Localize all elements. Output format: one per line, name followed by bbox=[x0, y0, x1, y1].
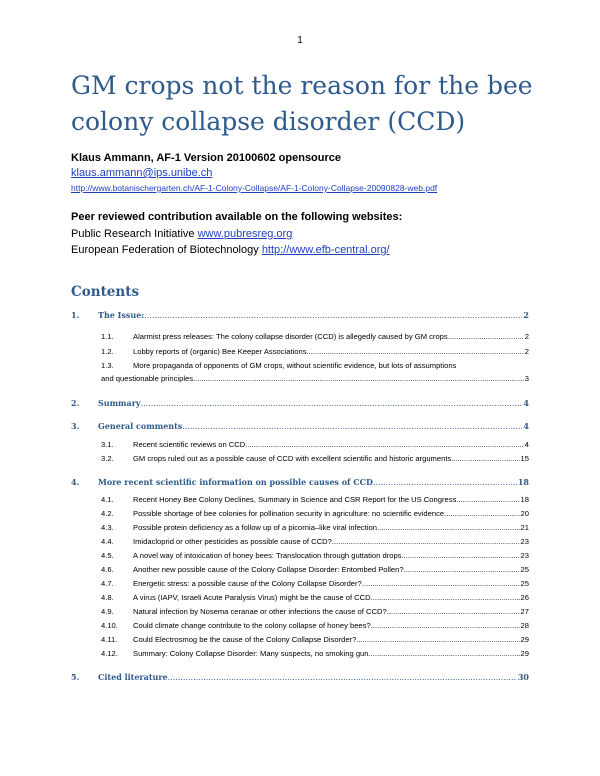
toc-entry[interactable]: 4.11. Could Electrosmog be the cause of the Colony Collapse Disorder? ..... 29 bbox=[101, 635, 529, 644]
toc-entry[interactable]: 1. The Issue: ..... 2 bbox=[71, 310, 529, 320]
toc-entry[interactable]: 1.1. Alarmist press releases: The colony collapse disorder (CCD) is allegedly caused by GM crops ..... 2 bbox=[101, 332, 529, 341]
toc-entry[interactable]: 4.7. Energetic stress: a possible cause of the Colony Collapse Disorder? ..... 25 bbox=[101, 579, 529, 588]
toc-entry[interactable]: 3.2. GM crops ruled out as a possible cause of CCD with excellent scientific and historic arguments. ..... 15 bbox=[101, 454, 529, 463]
author-line: Klaus Ammann, AF-1 Version 20100602 opensource bbox=[71, 152, 342, 164]
website-link[interactable]: http://www.efb-central.org/ bbox=[261, 244, 390, 256]
toc-entry[interactable]: 4.3. Possible protein deficiency as a follow up of a picornia–like viral infection ..... 21 bbox=[101, 523, 529, 532]
peer-review-heading: Peer reviewed contribution available on the following websites: bbox=[71, 211, 403, 223]
toc-entry[interactable]: 3. General comments ..... 4 bbox=[71, 421, 529, 431]
title-line: colony collapse disorder (CCD) bbox=[71, 107, 466, 136]
toc-entry[interactable]: 2. Summary ..... 4 bbox=[71, 398, 529, 408]
toc-entry[interactable]: 4. More recent scientific information on possible causes of CCD ..... 18 bbox=[71, 477, 529, 487]
toc-entry[interactable]: 4.12. Summary: Colony Collapse Disorder: Many suspects, no smoking gun ..... 29 bbox=[101, 649, 529, 658]
email-link[interactable]: klaus.ammann@ips.unibe.ch bbox=[71, 167, 213, 179]
toc-entry[interactable]: 4.10. Could climate change contribute to the colony collapse of honey bees? ..... 28 bbox=[101, 621, 529, 630]
toc-entry[interactable]: 3.1. Recent scientific reviews on CCD ..... 4 bbox=[101, 440, 529, 449]
toc-entry[interactable]: 4.9. Natural infection by Nosema ceranae or other infections the cause of CCD? ..... 27 bbox=[101, 607, 529, 616]
toc-entry[interactable]: 1.3. More propaganda of opponents of GM crops, without scientific evidence, but lots of assumptions and questionable principles ..... 3 bbox=[101, 361, 529, 383]
title-line: GM crops not the reason for the bee bbox=[71, 71, 533, 100]
website-label: Public Research Initiative bbox=[71, 228, 198, 240]
page-number: 1 bbox=[297, 35, 303, 46]
toc-entry[interactable]: 4.5. A novel way of intoxication of honey bees: Translocation through guttation drops ..... 23 bbox=[101, 551, 529, 560]
toc-entry[interactable]: 4.2. Possible shortage of bee colonies for pollination security in agriculture: no scientific evidence ..... 20 bbox=[101, 509, 529, 518]
toc-entry[interactable]: 4.8. A virus (IAPV, Israeli Acute Paralysis Virus) might be the cause of CCD ..... 26 bbox=[101, 593, 529, 602]
toc-entry[interactable]: 1.2. Lobby reports of (organic) Bee Keeper Associations ..... 2 bbox=[101, 347, 529, 356]
pdf-url-link[interactable]: http://www.botanischergarten.ch/AF-1-Colony-Collapse/AF-1-Colony-Collapse-20090828-web.pdf bbox=[71, 183, 438, 193]
toc-entry[interactable]: 4.1. Recent Honey Bee Colony Declines, Summary in Science and CSR Report for the US Congress ..... 18 bbox=[101, 495, 529, 504]
website-link[interactable]: www.pubresreg.org bbox=[197, 228, 293, 240]
toc-entry[interactable]: 5. Cited literature ..... 30 bbox=[71, 672, 529, 682]
contents-heading: Contents bbox=[71, 284, 140, 300]
toc-entry[interactable]: 4.4. Imidacloprid or other pesticides as possible cause of CCD? ..... 23 bbox=[101, 537, 529, 546]
website-label: European Federation of Biotechnology bbox=[71, 244, 262, 256]
toc-entry[interactable]: 4.6. Another new possible cause of the Colony Collapse Disorder: Entombed Pollen? ..... 25 bbox=[101, 565, 529, 574]
